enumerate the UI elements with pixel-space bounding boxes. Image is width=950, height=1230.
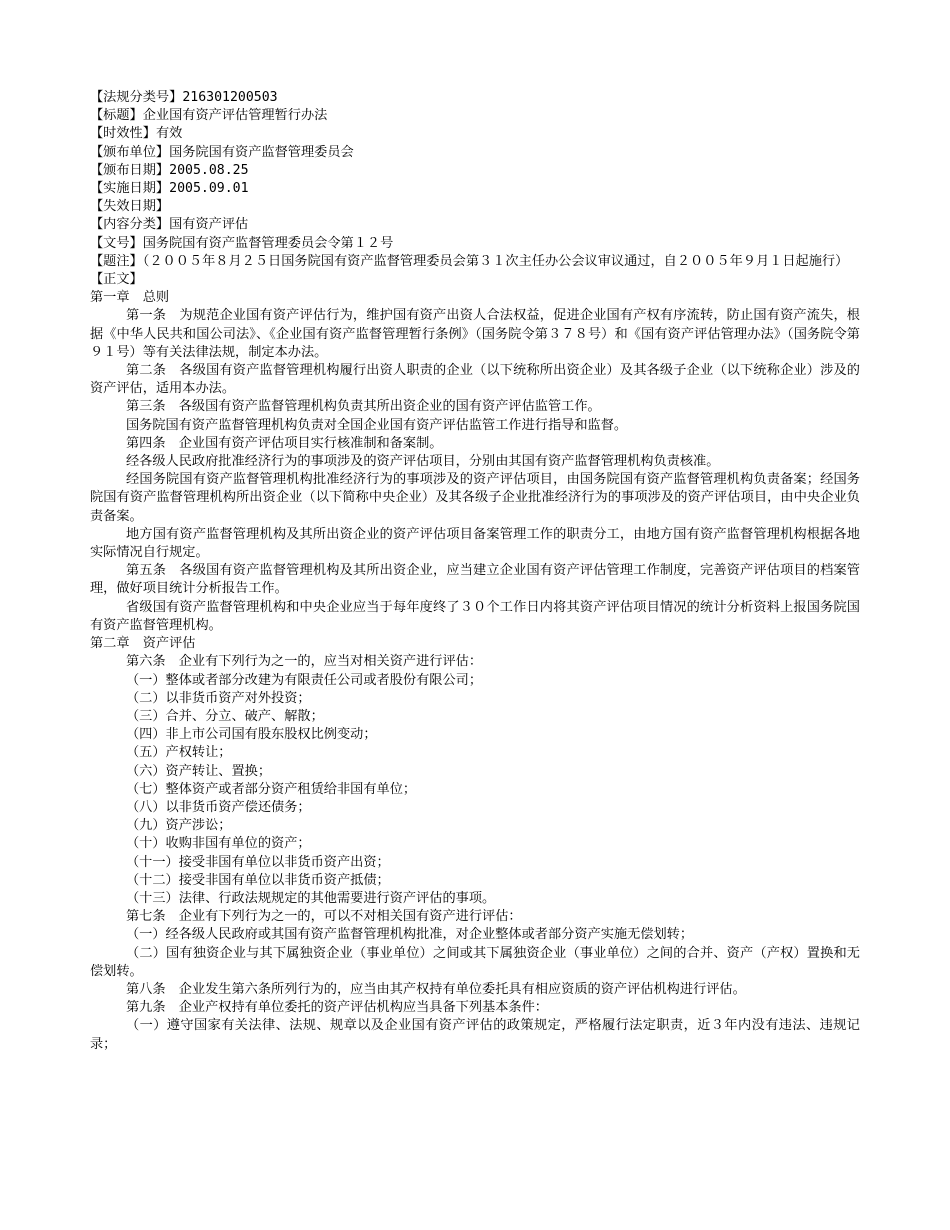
meta-law-class-number	[90, 89, 860, 107]
meta-effective-date-field	[90, 180, 860, 198]
article-paragraph: （五）产权转让；	[126, 745, 232, 761]
meta-label: 【实施日期】	[90, 181, 170, 197]
meta-label: 【文号】	[90, 235, 143, 251]
article-paragraph: 第二条 各级国有资产监督管理机构履行出资人职责的企业（以下统称所出资企业）及其各级子企业（以下统称企业）涉及的资产评估，适用本办法。	[90, 363, 860, 397]
meta-label: 【时效性】	[90, 126, 156, 142]
article-paragraph: 第八条 企业发生第六条所列行为的，应当由其产权持有单位委托具有相应资质的资产评估机构进行评估。	[126, 981, 746, 997]
article-paragraph: （一）遵守国家有关法律、法规、规章以及企业国有资产评估的政策规定，严格履行法定职责，近３年内没有违法、违规记录；	[90, 1018, 860, 1052]
article-paragraph: 第七条 企业有下列行为之一的，可以不对相关国有资产进行评估：	[126, 909, 522, 925]
article-paragraph: （十一）接受非国有单位以非货币资产出资；	[126, 854, 390, 870]
meta-content-category-field	[90, 216, 860, 234]
article-paragraph: （三）合并、分立、破产、解散；	[126, 708, 324, 724]
article-paragraph: （七）整体资产或者部分资产租赁给非国有单位；	[126, 781, 417, 797]
article-paragraph: 国务院国有资产监督管理机构负责对全国企业国有资产评估监管工作进行指导和监督。	[126, 417, 628, 433]
meta-value: （２００５年８月２５日国务院国有资产监督管理委员会第３１次主任办公会议审议通过，自２００５年９月１日起施行）	[142, 253, 849, 269]
article-paragraph: （十）收购非国有单位的资产；	[126, 836, 311, 852]
chapter-heading: 第二章 资产评估	[90, 636, 196, 652]
article-paragraph: 省级国有资产监督管理机构和中央企业应当于每年度终了３０个工作日内将其资产评估项目情况的统计分析资料上报国务院国有资产监督管理机构。	[90, 599, 860, 633]
meta-validity-field	[90, 125, 860, 143]
meta-value: 有效	[155, 126, 183, 142]
article-paragraph: 第五条 各级国有资产监督管理机构及其所出资企业，应当建立企业国有资产评估管理工作制度，完善资产评估项目的档案管理，做好项目统计分析报告工作。	[90, 563, 860, 597]
metadata-block	[90, 89, 860, 289]
meta-label: 【题注】	[90, 253, 143, 269]
article-paragraph: 第四条 企业国有资产评估项目实行核准制和备案制。	[126, 435, 443, 451]
article-paragraph: （四）非上市公司国有股东股权比例变动；	[126, 727, 377, 743]
document-page	[90, 89, 860, 1054]
meta-value: 企业国有资产评估管理暂行办法	[142, 108, 328, 124]
meta-expiry-date-field	[90, 198, 860, 216]
article-paragraph: 经国务院国有资产监督管理机构批准经济行为的事项涉及的资产评估项目，由国务院国有资产监督管理机构负责备案；经国务院国有资产监督管理机构所出资企业（以下简称中央企业）及其各级子企业批准经济行为的事项涉及的资产评估项目，由中央企业负责备案。	[90, 472, 860, 524]
article-paragraph: 第一条 为规范企业国有资产评估行为，维护国有资产出资人合法权益，促进企业国有产权有序流转，防止国有资产流失，根据《中华人民共和国公司法》、《企业国有资产监督管理暂行条例》（国务院令第３７８号）和《国有资产评估管理办法》（国务院令第９１号）等有关法律法规，制定本办法。	[90, 308, 860, 360]
meta-value: 国务院国有资产监督管理委员会令第１２号	[142, 235, 394, 251]
meta-label: 【颁布单位】	[90, 144, 170, 160]
meta-label: 【颁布日期】	[90, 162, 170, 178]
meta-label: 【法规分类号】	[90, 90, 183, 105]
meta-label: 【正文】	[90, 272, 143, 288]
meta-label: 【内容分类】	[90, 217, 170, 233]
meta-issue-date-field	[90, 162, 860, 180]
article-paragraph: 地方国有资产监督管理机构及其所出资企业的资产评估项目备案管理工作的职责分工，由地方国有资产监督管理机构根据各地实际情况自行规定。	[90, 526, 860, 561]
article-paragraph: （二）国有独资企业与其下属独资企业（事业单位）之间或其下属独资企业（事业单位）之间的合并、资产（产权）置换和无偿划转。	[90, 945, 860, 979]
article-paragraph: （九）资产涉讼；	[126, 818, 232, 834]
meta-value: 国务院国有资产监督管理委员会	[169, 144, 354, 160]
meta-doc-number-field	[90, 235, 860, 253]
article-paragraph: （一）经各级人民政府或其国有资产监督管理机构批准，对企业整体或者部分资产实施无偿划转；	[126, 927, 694, 943]
document-body	[90, 289, 860, 1054]
article-paragraph: 经各级人民政府批准经济行为的事项涉及的资产评估项目，分别由其国有资产监督管理机构负责核准。	[126, 454, 720, 470]
article-paragraph: （二）以非货币资产对外投资；	[126, 690, 311, 706]
article-paragraph: 第九条 企业产权持有单位委托的资产评估机构应当具备下列基本条件：	[126, 1000, 548, 1016]
article-paragraph: （十二）接受非国有单位以非货币资产抵债；	[126, 872, 390, 888]
meta-main-text-label	[90, 271, 860, 289]
article-paragraph: （一）整体或者部分改建为有限责任公司或者股份有限公司；	[126, 672, 483, 688]
meta-value: 国有资产评估	[169, 217, 249, 233]
article-paragraph: （十三）法律、行政法规规定的其他需要进行资产评估的事项。	[126, 890, 496, 906]
meta-issuer-field	[90, 144, 860, 162]
meta-title-field	[90, 107, 860, 125]
article-paragraph: 第三条 各级国有资产监督管理机构负责其所出资企业的国有资产评估监管工作。	[126, 399, 601, 415]
meta-label: 【标题】	[90, 108, 143, 124]
meta-value: 2005.09.01	[169, 181, 249, 197]
article-paragraph: 第六条 企业有下列行为之一的，应当对相关资产进行评估：	[126, 654, 483, 670]
meta-value: 2005.08.25	[169, 162, 249, 178]
article-paragraph: （六）资产转让、置换；	[126, 763, 272, 779]
chapter-heading: 第一章 总则	[90, 290, 170, 306]
meta-note-field	[90, 253, 860, 271]
article-paragraph: （八）以非货币资产偿还债务；	[126, 799, 311, 815]
meta-value: 216301200503	[182, 90, 278, 105]
meta-label: 【失效日期】	[90, 199, 170, 215]
